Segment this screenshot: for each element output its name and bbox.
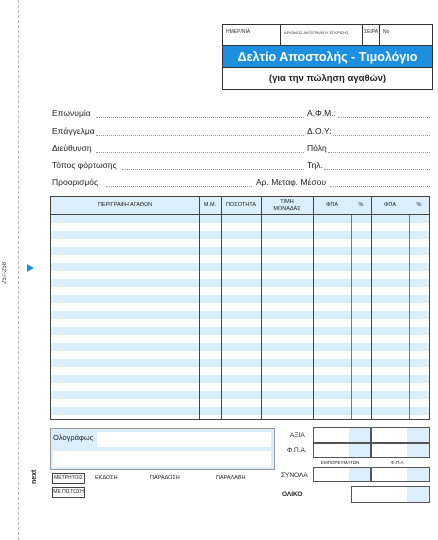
field-label-epaggelma: Επάγγελμα [52, 126, 95, 136]
table-row[interactable] [51, 391, 429, 399]
header-pct-2: % [416, 202, 422, 209]
fold-marker-icon [27, 264, 34, 272]
table-row[interactable] [51, 311, 429, 319]
field-label-poli: Πόλη [307, 143, 327, 153]
perforation-line [18, 0, 19, 540]
header-timi [261, 197, 313, 214]
column-divider [199, 197, 200, 419]
field-label-afm: Α.Φ.Μ.: [307, 108, 336, 118]
table-row[interactable] [51, 247, 429, 255]
field-label-til: Τηλ. [307, 160, 323, 170]
approval-number-label: ΑΡΙΘΜΟΣ ΑΝΤΙΓΡΑΦΟΥ ΕΓΚΡΙΣΗΣ [284, 30, 349, 35]
dieuthynsi-field[interactable] [96, 152, 304, 153]
til-field[interactable] [324, 169, 430, 170]
field-label-dieuthynsi: Διεύθυνση [52, 143, 92, 153]
table-row[interactable] [51, 343, 429, 351]
cash-checkbox[interactable] [52, 473, 85, 484]
column-divider [261, 197, 262, 419]
items-table [50, 196, 430, 420]
column-divider [371, 197, 372, 419]
header-timi-line1: ΤΙΜΗ [280, 199, 294, 206]
credit-checkbox[interactable] [52, 487, 85, 498]
metritois-label: ΜΕΤΡΗΤΟΙΣ [54, 475, 83, 481]
ar-metaf-field[interactable] [330, 186, 430, 187]
oliko-label: ΟΛΙΚΟ [282, 491, 303, 498]
synola-label: ΣΥΝΟΛΑ [281, 472, 308, 479]
table-row[interactable] [51, 327, 429, 335]
ekdosi-label: ΕΚΔΟΣΗ [95, 475, 118, 481]
header-fpa-1: ΦΠΑ [325, 202, 339, 209]
me-pistosi-label: ΜΕ ΠΙΣΤΩΣΗ [53, 489, 84, 495]
table-row[interactable] [51, 295, 429, 303]
field-label-topos: Τόπος φόρτωσης [52, 160, 117, 170]
number-cell[interactable] [380, 25, 432, 45]
header-perigrafi: ΠΕΡΙΓΡΑΦΗ ΑΓΑΘΩΝ [97, 202, 153, 209]
series-label: ΣΕΙΡΑ [364, 29, 379, 35]
poli-field[interactable] [328, 152, 430, 153]
table-row[interactable] [51, 279, 429, 287]
table-row[interactable] [51, 263, 429, 271]
header-timi-line2: ΜΟΝΑΔΑΣ [273, 205, 301, 212]
oliko-decimals [407, 487, 429, 502]
header-mm: Μ.Μ. [203, 202, 217, 209]
synola-fpa-decimals [407, 468, 429, 481]
axia-label: ΑΞΙΑ [290, 432, 305, 439]
epaggelma-field[interactable] [96, 135, 304, 136]
table-row[interactable] [51, 215, 429, 223]
emporeumaton-label: ΕΜΠΟΡΕΥΜΑΤΩΝ [321, 460, 360, 465]
approval-number-cell[interactable] [281, 25, 363, 45]
axia-decimals [349, 428, 370, 442]
olografos-label: Ολογράφως [53, 433, 94, 442]
date-label: ΗΜΕΡ/ΝΙΑ [226, 29, 251, 35]
column-divider [313, 197, 314, 419]
document-title: Δελτίο Αποστολής - Τιμολόγιο [223, 45, 432, 68]
brand-logo: next [31, 469, 38, 484]
paradosi-label: ΠΑΡΑΔΟΣΗ [150, 475, 180, 481]
fpa-fpa-decimals [407, 444, 429, 457]
header-fpa-2: ΦΠΑ [383, 202, 397, 209]
field-label-doy: Δ.Ο.Υ: [307, 126, 332, 136]
proorismos-field[interactable] [106, 186, 252, 187]
date-cell[interactable] [223, 25, 281, 45]
header-posotita: ΠΟΣΟΤΗΤΑ [226, 202, 256, 209]
table-row[interactable] [51, 359, 429, 367]
column-divider [351, 215, 352, 419]
column-divider [221, 197, 222, 419]
column-divider [409, 215, 410, 419]
axia-fpa-decimals [407, 428, 429, 442]
olografos-field-1[interactable] [97, 432, 271, 447]
fpa-decimals [349, 444, 370, 457]
paralavi-label: ΠΑΡΑΛΑΒΗ [216, 475, 246, 481]
document-subtitle: (για την πώληση αγαθών) [268, 73, 387, 84]
fpa-label: Φ.Π.Α. [287, 447, 307, 454]
product-code: 257-258 [2, 261, 8, 285]
topos-field[interactable] [122, 169, 304, 170]
eponymia-field[interactable] [96, 117, 304, 118]
header-pct-1: % [358, 202, 364, 209]
table-row[interactable] [51, 231, 429, 239]
olografos-field-2[interactable] [53, 451, 271, 467]
document-header [222, 24, 433, 90]
table-row[interactable] [51, 407, 429, 415]
field-label-eponymia: Επωνυμία [52, 108, 91, 118]
table-row[interactable] [51, 375, 429, 383]
fpa-small-label: Φ.Π.Α. [391, 460, 405, 465]
number-label: Νο [383, 29, 390, 35]
doy-field[interactable] [333, 135, 430, 136]
field-label-proorismos: Προορισμός [52, 177, 99, 187]
series-cell[interactable] [363, 25, 380, 45]
afm-field[interactable] [338, 117, 430, 118]
field-label-ar-metaf: Αρ. Μεταφ. Μέσου [256, 177, 326, 187]
synola-decimals [349, 468, 370, 481]
amount-in-words-box [50, 428, 275, 470]
